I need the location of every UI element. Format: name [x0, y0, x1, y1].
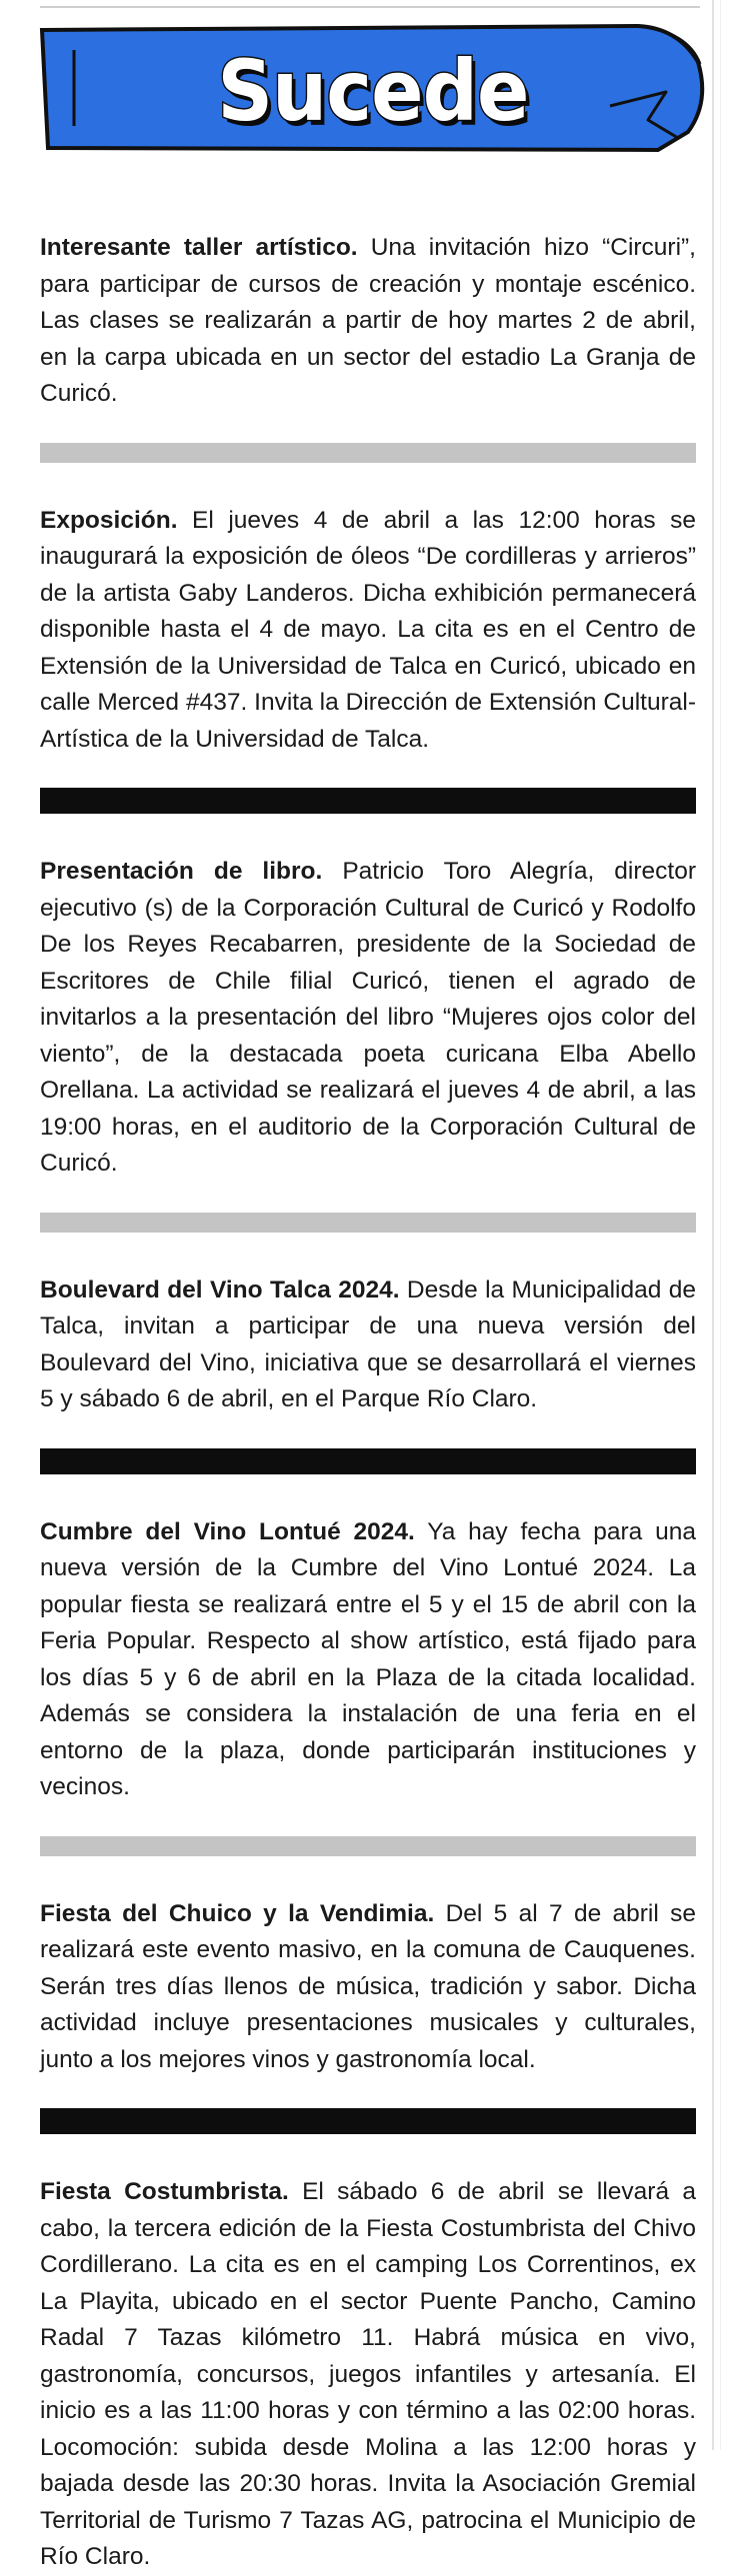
article-chuico: [40, 1896, 696, 2079]
article-body: Patricio Toro Alegría, director ejecutivo (s) de la Corporación Cultural de Curicó y Rodolfo De los Reyes Recabarren, presidente de la Sociedad de Escritores de Chile filial Curicó, tienen el agrado de invitarlos a la presentación del libro “Mujeres ojos color del viento”, de la destacada poeta curicana Elba Abello Orellana. La actividad se realizará el jueves 4 de abril, a las 19:00 horas, en el auditorio de la Corporación Cultural de Curicó.: [40, 858, 696, 1177]
top-rule: [40, 6, 700, 8]
separator-gray: [40, 443, 696, 463]
article-list: [40, 230, 696, 2576]
article-heading: Fiesta Costumbrista.: [40, 2178, 289, 2205]
column-divider-secondary: [720, 0, 721, 2450]
article-body: Desde la Municipalidad de Talca, invitan a participar de una nueva versión del Boulevard del Vino, iniciativa que se desarrollará el viernes 5 y sábado 6 de abril, en el Parque Río Claro.: [40, 1276, 697, 1412]
article-costumbrista: [40, 2174, 696, 2576]
article-exposicion: [40, 503, 696, 759]
article-heading: Interesante taller artístico.: [40, 234, 358, 261]
article-heading: Presentación de libro.: [40, 858, 323, 885]
section-banner: [38, 22, 708, 157]
separator-black: [40, 2108, 696, 2134]
separator-black: [40, 788, 696, 814]
article-body: Del 5 al 7 de abril se realizará este evento masivo, en la comuna de Cauquenes. Serán tres días llenos de música, tradición y sabor. Dicha actividad incluye presentaciones musicales y culturales, junto a los mejores vinos y gastronomía local.: [40, 1899, 697, 2073]
article-heading: Fiesta del Chuico y la Vendimia.: [40, 1899, 435, 1927]
separator-gray: [40, 1836, 696, 1856]
separator-black: [40, 1448, 696, 1474]
article-cumbre: [40, 1514, 696, 1806]
article-body: Ya hay fecha para una nueva versión de la Cumbre del Vino Lontué 2024. La popular fiesta se realizará entre el 5 y el 15 de abril con la Feria Popular. Respecto al show artístico, está fijado para los días 5 y 6 de abril en la Plaza de la citada localidad. Además se considera la instalación de una feria en el entorno de la plaza, donde participarán instituciones y vecinos.: [40, 1517, 696, 1800]
article-taller: [40, 230, 696, 413]
article-body: El jueves 4 de abril a las 12:00 horas se inaugurará la exposición de óleos “De cordilleras y arrieros” de la artista Gaby Landeros. Dicha exhibición permanecerá disponible hasta el 4 de mayo. La cita es en el Centro de Extensión de la Universidad de Talca en Curicó, ubicado en calle Merced #437. Invita la Dirección de Extensión Cultural-Artística de la Universidad de Talca.: [40, 506, 696, 753]
column-divider: [712, 0, 714, 2450]
article-heading: Boulevard del Vino Talca 2024.: [40, 1276, 400, 1303]
article-libro: [40, 854, 696, 1183]
article-heading: Exposición.: [40, 506, 178, 534]
banner-title: Sucede: [217, 42, 529, 140]
article-body: Una invitación hizo “Circuri”, para participar de cursos de creación y montaje escénico. Las clases se realizarán a partir de hoy martes 2 de abril, en la carpa ubicada en un sector del estadio La Granja de Curicó.: [40, 234, 696, 407]
article-boulevard: [40, 1273, 696, 1418]
article-heading: Cumbre del Vino Lontué 2024.: [40, 1517, 415, 1545]
article-body: El sábado 6 de abril se llevará a cabo, la tercera edición de la Fiesta Costumbrista del Chivo Cordillerano. La cita es en el camping Los Correntinos, ex La Playita, ubicado en el sector Puente Pancho, Camino Radal 7 Tazas kilómetro 11. Habrá música en vivo, gastronomía, concursos, juegos infantiles y artesanía. El inicio es a las 11:00 horas y con término a las 02:00 horas. Locomoción: subida desde Molina a las 12:00 horas y bajada desde las 20:30 horas. Invita la Asociación Gremial Territorial de Turismo 7 Tazas AG, patrocina el Municipio de Río Claro.: [40, 2178, 696, 2570]
separator-gray: [40, 1213, 696, 1233]
